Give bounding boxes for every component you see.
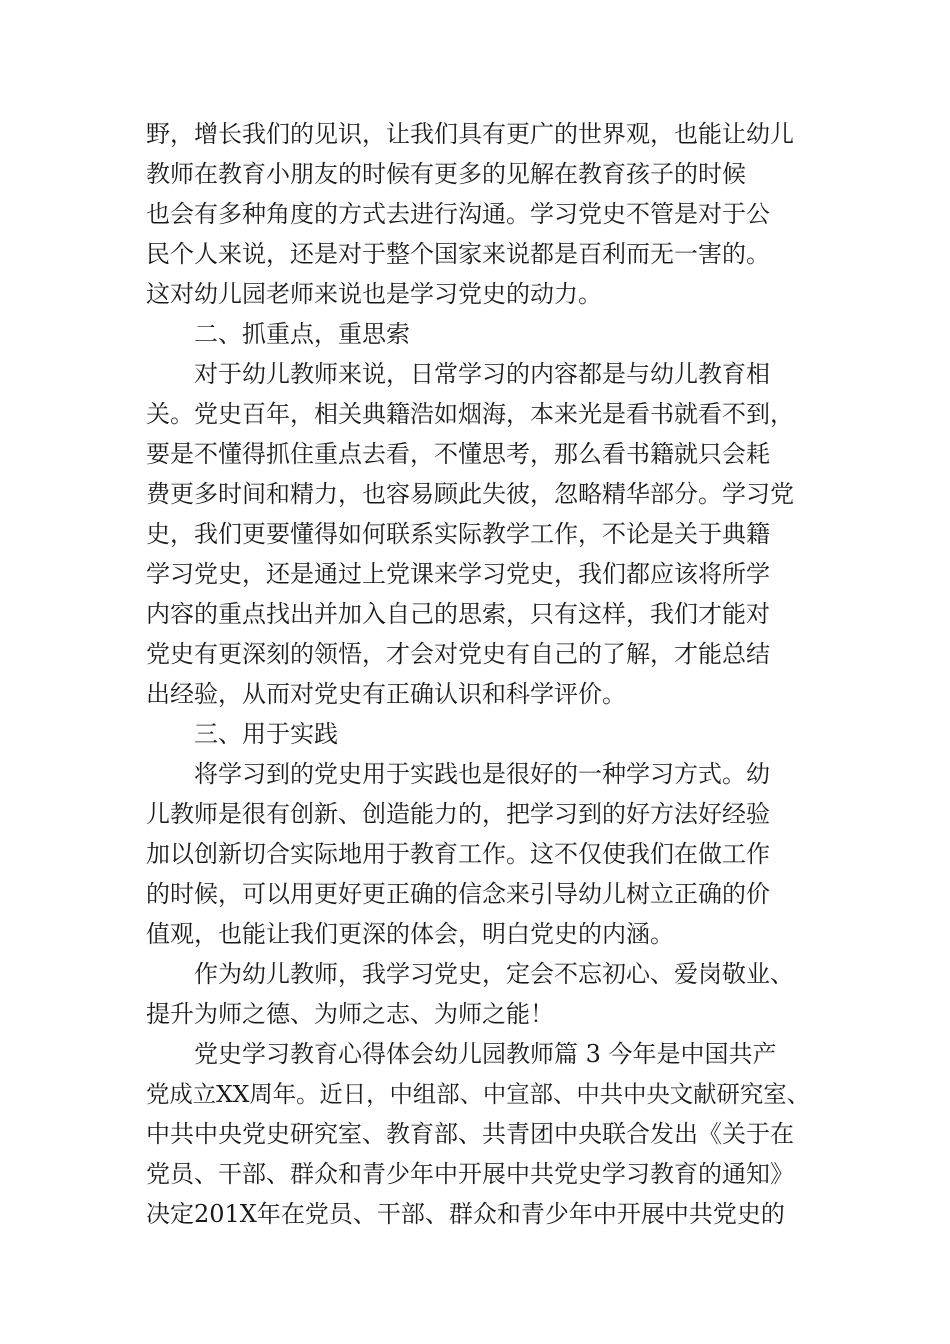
document-body xyxy=(146,114,810,1234)
text-line: 党史有更深刻的领悟，才会对党史有自己的了解，才能总结 xyxy=(146,640,770,668)
text-line: 也会有多种角度的方式去进行沟通。学习党史不管是对于公 xyxy=(146,200,770,228)
paragraph-article-3 xyxy=(146,1034,810,1234)
text-line: 党成立XX周年。近日，中组部、中宣部、中共中央文献研究室、 xyxy=(146,1080,810,1108)
text-line: 儿教师是很有创新、创造能力的，把学习到的好方法好经验 xyxy=(146,800,770,828)
text-line: 值观，也能让我们更深的体会，明白党史的内涵。 xyxy=(146,920,674,948)
text-line: 学习党史，还是通过上党课来学习党史，我们都应该将所学 xyxy=(146,560,770,588)
text-line: 这对幼儿园老师来说也是学习党史的动力。 xyxy=(146,280,602,308)
text-line: 费更多时间和精力，也容易顾此失彼，忽略精华部分。学习党 xyxy=(146,480,794,508)
text-line: 决定201X年在党员、干部、群众和青少年中开展中共党史的 xyxy=(146,1200,785,1228)
text-line: 要是不懂得抓住重点去看，不懂思考，那么看书籍就只会耗 xyxy=(146,440,770,468)
heading-text: 三、用于实践 xyxy=(194,720,338,748)
text-line: 野，增长我们的见识，让我们具有更广的世界观，也能让幼儿 xyxy=(146,120,794,148)
text-line: 党员、干部、群众和青少年中开展中共党史学习教育的通知》 xyxy=(146,1160,794,1188)
text-line: 教师在教育小朋友的时候有更多的见解在教育孩子的时候 xyxy=(146,160,746,188)
text-line: 中共中央党史研究室、教育部、共青团中央联合发出《关于在 xyxy=(146,1120,794,1148)
text-line: 作为幼儿教师，我学习党史，定会不忘初心、爱岗敬业、 xyxy=(194,960,794,988)
section-heading-2 xyxy=(146,314,810,354)
heading-text: 二、抓重点，重思索 xyxy=(194,320,410,348)
text-line: 内容的重点找出并加入自己的思索，只有这样，我们才能对 xyxy=(146,600,770,628)
text-line: 民个人来说，还是对于整个国家来说都是百利而无一害的。 xyxy=(146,240,770,268)
text-line: 将学习到的党史用于实践也是很好的一种学习方式。幼 xyxy=(194,760,770,788)
text-line: 对于幼儿教师来说，日常学习的内容都是与幼儿教育相 xyxy=(194,360,770,388)
text-line: 关。党史百年，相关典籍浩如烟海，本来光是看书就看不到， xyxy=(146,400,794,428)
text-line: 史，我们更要懂得如何联系实际教学工作，不论是关于典籍 xyxy=(146,520,770,548)
text-line: 党史学习教育心得体会幼儿园教师篇 3 今年是中国共产 xyxy=(194,1040,777,1068)
text-line: 加以创新切合实际地用于教育工作。这不仅使我们在做工作 xyxy=(146,840,770,868)
paragraph-focus xyxy=(146,354,810,714)
section-heading-3 xyxy=(146,714,810,754)
text-line: 提升为师之德、为师之志、为师之能！ xyxy=(146,1000,554,1028)
paragraph-continuation xyxy=(146,114,810,314)
paragraph-practice xyxy=(146,754,810,954)
text-line: 出经验，从而对党史有正确认识和科学评价。 xyxy=(146,680,626,708)
paragraph-pledge xyxy=(146,954,810,1034)
text-line: 的时候，可以用更好更正确的信念来引导幼儿树立正确的价 xyxy=(146,880,770,908)
